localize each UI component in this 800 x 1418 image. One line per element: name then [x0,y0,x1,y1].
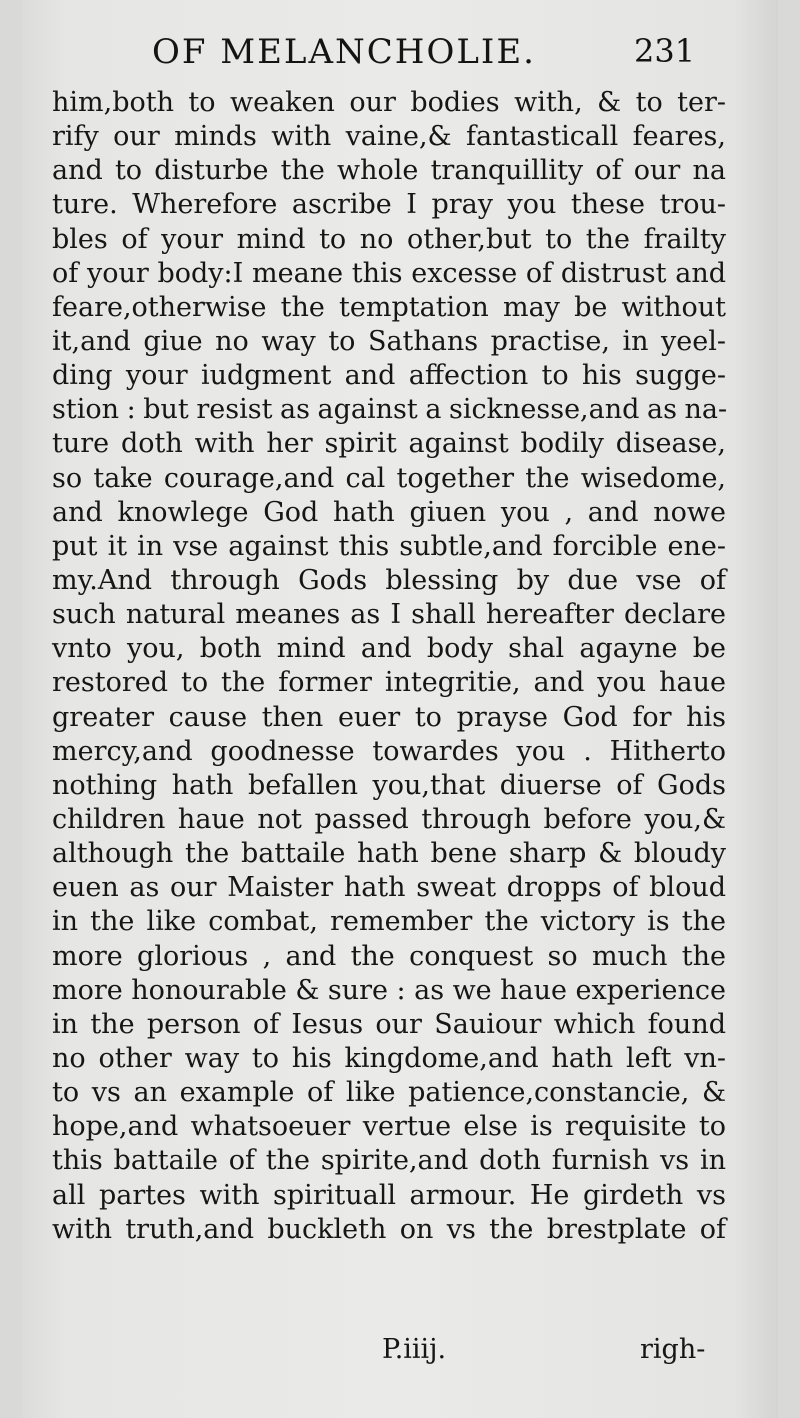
text-line: hope,and whatsoeuer vertue else is requisite to [52,1111,726,1143]
text-line: restored to the former integritie, and you haue [52,667,726,699]
text-line: in the person of Iesus our Sauiour which found [52,1008,726,1040]
page-header [22,28,778,88]
text-line: children haue not passed through before you,& [52,803,726,835]
text-line: this battaile of the spirite,and doth furnish vs in [52,1145,726,1177]
text-line: with truth,and buckleth on vs the brestplate of [52,1213,726,1245]
text-line: feare,otherwise the temptation may be without [52,291,726,323]
text-line: greater cause then euer to prayse God for his [52,701,726,733]
text-line: no other way to his kingdome,and hath left vn- [52,1042,726,1074]
text-line: put it in vse against this subtle,and forcible ene- [52,530,726,562]
text-line: mercy,and goodnesse towardes you . Hitherto [52,735,726,767]
text-line: more honourable & sure : as we haue experience [52,974,726,1006]
catchword: righ- [640,1334,706,1365]
signature-mark: P.iiij. [382,1334,447,1365]
page-number: 231 [634,32,696,70]
running-head: OF MELANCHOLIE. [152,32,536,72]
text-line: so take courage,and cal together the wisedome, [52,462,726,494]
text-line: more glorious , and the conquest so much the [52,940,726,972]
text-line: rify our minds with vaine,& fantasticall feares, [52,121,726,153]
text-line: nothing hath befallen you,that diuerse of Gods [52,769,726,801]
text-line: ture. Wherefore ascribe I pray you these trou- [52,189,726,221]
text-line: all partes with spirituall armour. He girdeth vs [52,1179,726,1211]
text-line: and to disturbe the whole tranquillity of our na [52,155,726,187]
text-line: although the battaile hath bene sharp & bloudy [52,838,726,870]
text-line: such natural meanes as I shall hereafter declare [52,599,726,631]
body-text [52,86,726,1247]
book-page [22,0,778,1418]
page-footer [22,1334,778,1374]
text-line: him,both to weaken our bodies with, & to ter- [52,87,726,118]
text-line: vnto you, both mind and body shal agayne be [52,633,726,665]
text-line: ding your iudgment and affection to his sugge- [52,360,726,392]
text-line: my.And through Gods blessing by due vse of [52,564,726,596]
text-line: ture doth with her spirit against bodily disease, [52,428,726,460]
text-line: to vs an example of like patience,constancie, & [52,1077,726,1109]
text-line: in the like combat, remember the victory is the [52,906,726,938]
text-line: euen as our Maister hath sweat dropps of bloud [52,872,726,904]
text-line: it,and giue no way to Sathans practise, in yeel- [52,325,726,357]
text-line: bles of your mind to no other,but to the frailty [52,223,726,255]
text-line: stion : but resist as against a sicknesse,and as na- [52,394,728,426]
text-line: and knowlege God hath giuen you , and nowe [52,496,726,528]
text-line: of your body:I meane this excesse of distrust and [52,257,726,289]
